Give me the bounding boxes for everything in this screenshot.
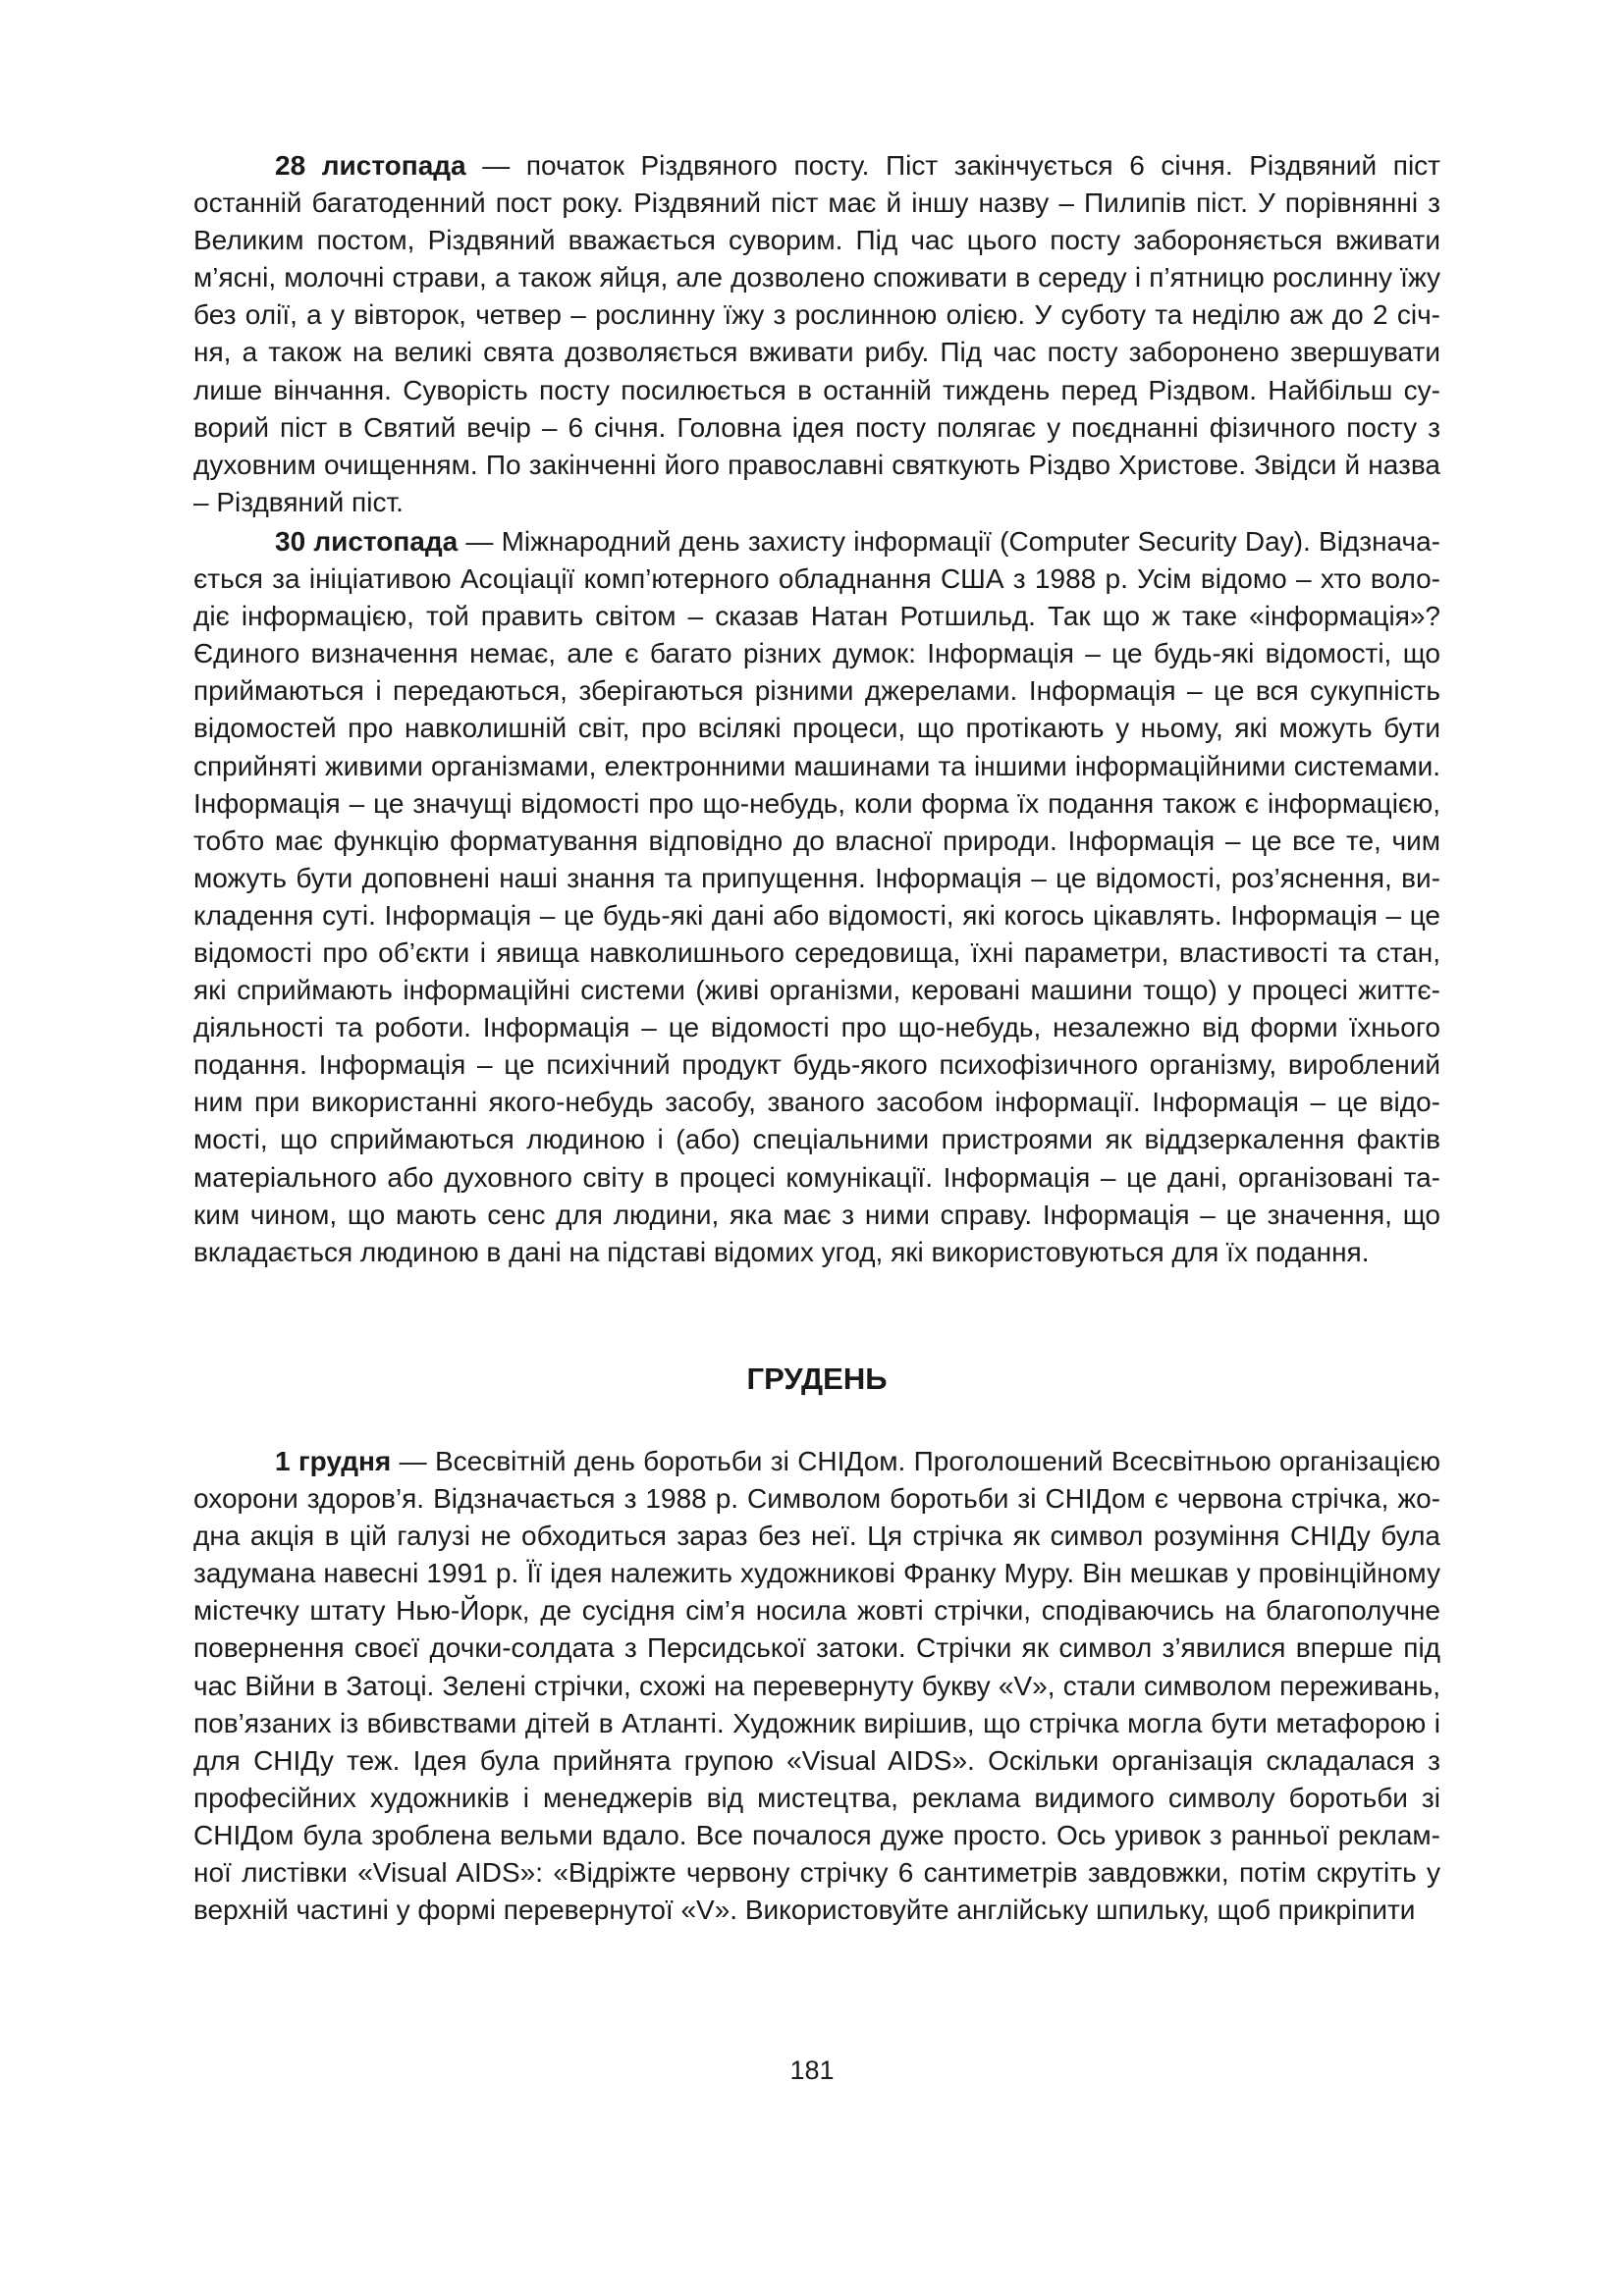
page-body (193, 147, 1440, 1926)
date-nov-30: 30 листопада (275, 525, 459, 557)
page-number: 181 (789, 2056, 835, 2085)
section-heading-december: ГРУДЕНЬ (746, 1362, 888, 1396)
text-dec-1: — Всесвітній день боротьби зі СНІДом. Проголошений Всесвітньою організацією охорони здоров’я. Відзначається з 1988 р. Символом боротьби зі СНІДом є червона стрічка, жодна акція в цій галузі не обходиться зараз без неї. Ця стрічка як символ розуміння СНІДу була задумана навесні 1991 р. Її ідея належить художникові Франку Муру. Він мешкав у провінційному містечку штату Нью-Йорк, де сусідня сім’я носила жовті стрічки, сподіваючись на благополучне повернення своєї дочки-солдата з Персидської затоки. Стрічки як символ з’явилися вперше під час Війни в Затоці. Зелені стрічки, схожі на перевернуту букву «V», стали символом переживань, пов’язаних із вбивствами дітей в Атланті. Художник вирішив, що стрічка могла бути метафорою і для СНІДу теж. Ідея була прийнята групою «Visual AIDS». Оскільки організація складалася з професійних художників і менеджерів від мистецтва, реклама видимого символу боротьби зі СНІДом була зроблена вельми вдало. Все почалося дуже просто. Ось уривок з ранньої рекламної листівки «Visual AIDS»: «Відріжте червону стрічку 6 сантиметрів завдовжки, потім скрутіть у верхній частині у формі перевернутої «V». Використовуйте англійську шпильку, щоб прикріпити (193, 1446, 1440, 1926)
date-dec-1: 1 грудня (275, 1446, 392, 1476)
text-nov-30: — Міжнародний день захисту інформації (Computer Security Day). Відзначається за ініціативою Асоціації комп’ютерного обладнання США з 1988 р. Усім відомо – хто володіє інформацією, той править світом – сказав Натан Ротшильд. Так що ж таке «інформація»? Єдиного визначення немає, але є багато різних думок: Інформація – це будь-які відомості, що приймаються і передаються, зберігаються різними джерелами. Інформація – це вся сукупність відомостей про навколишній світ, про всілякі процеси, що протікають у ньому, які можуть бути сприйняті живими організмами, електронними машинами та іншими інформаційними системами. Інформація – це значущі відомості про що-небудь, коли форма їх подання також є інформацією, тобто має функцію форматування відповідно до власної природи. Інформація – це все те, чим можуть бути доповнені наші знання та припущення. Інформація – це відомості, роз’яснення, викладення суті. Інформація – це будь-які дані або відомості, які когось цікавлять. Інформація – це відомості про об’єкти і явища навколишнього середовища, їхні параметри, властивості та стан, які сприймають інформаційні системи (живі організми, керовані машини тощо) у процесі життєдіяльності та роботи. Інформація – це відомості про що-небудь, незалежно від форми їхнього подання. Інформація – це психічний продукт будь-якого психофізичного організму, вироблений ним при використанні якого-небудь засобу, званого засобом інформації. Інформація – це відомості, що сприймаються людиною і (або) спеціальними пристроями як віддзеркалення фактів матеріального або духовного світу в процесі комунікації. Інформація – це дані, організовані таким чином, що мають сенс для людини, яка має з ними справу. Інформація – це значення, що вкладається людиною в дані на підставі відомих угод, які використовуються для їх подання. (193, 525, 1440, 1267)
paragraph-dec-1 (193, 1443, 1440, 1929)
paragraph-nov-30 (193, 523, 1440, 1271)
paragraph-nov-28 (193, 147, 1440, 521)
date-nov-28: 28 листопада (275, 150, 466, 181)
text-nov-28: — початок Різдвяного посту. Піст закінчується 6 січня. Різдвяний піст останній багатоденний пост року. Різдвяний піст має й іншу назву – Пилипів піст. У порівнянні з Великим постом, Різдвяний вважається суворим. Під час цього посту забороняється вживати м’ясні, молочні страви, а також яйця, але дозволено споживати в середу і п’ятницю рослинну їжу без олії, а у вівторок, четвер – рослинну їжу з рослинною олією. У суботу та неділю аж до 2 січня, а також на великі свята дозволяється вживати рибу. Під час посту заборонено звершувати лише вінчання. Суворість посту посилюється в останній тиждень перед Різдвом. Найбільш суворий піст в Святий вечір – 6 січня. Головна ідея посту полягає у поєднанні фізичного посту з духовним очищенням. По закінченні його православні святкують Різдво Христове. Звідси й назва – Різдвяний піст. (193, 150, 1440, 517)
